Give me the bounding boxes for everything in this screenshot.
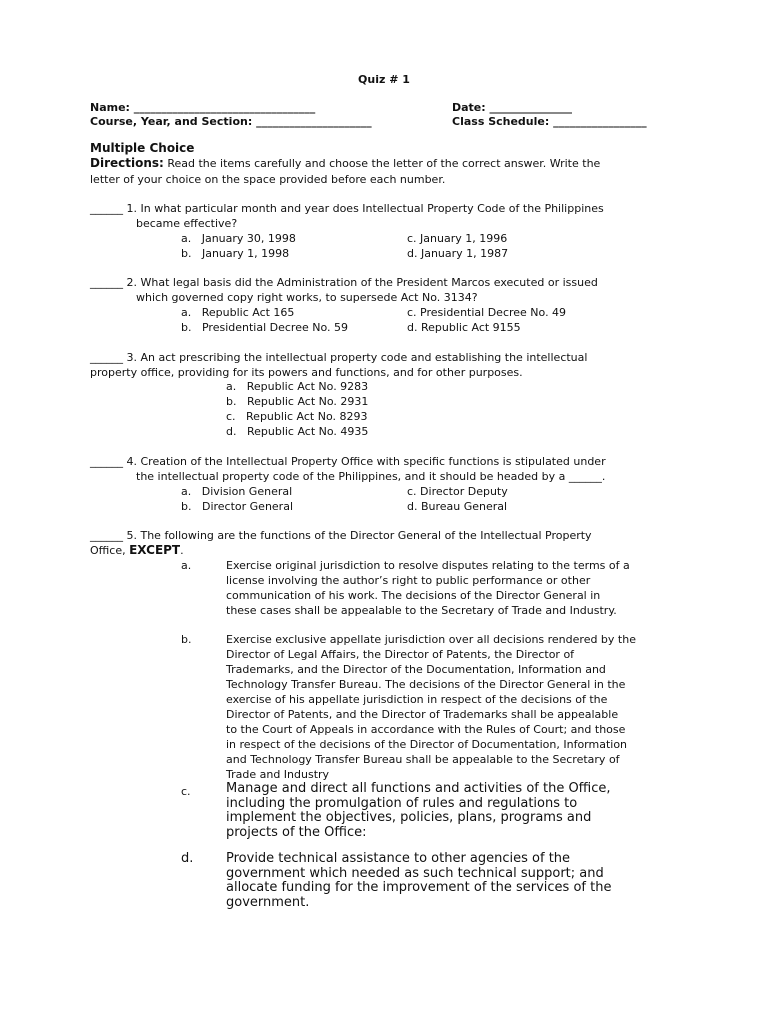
question-3-option-d: d. Republic Act No. 4935 [226,425,369,438]
question-3-line-2: property office, providing for its powers and functions, and for other purposes. [90,366,523,379]
question-1-option-b: b. January 1, 1998 [181,247,290,260]
date-label: Date: [452,101,486,114]
question-2-option-d: d. Republic Act 9155 [407,321,521,334]
schedule-field [452,114,647,129]
name-field [90,100,315,115]
question-5-line-2-prefix: Office, [90,544,130,557]
question-4-line-1: ______ 4. Creation of the Intellectual Property Office with specific functions is stipulated under [90,455,606,468]
option-b-line: Trade and Industry [226,768,330,781]
schedule-label: Class Schedule: [452,115,550,128]
question-5-option-c [226,782,611,840]
date-field [452,100,572,115]
option-d-line: allocate funding for the improvement of the services of the [226,880,612,895]
name-label: Name: [90,101,130,114]
question-2-line-2: which governed copy right works, to supersede Act No. 3134? [136,291,478,304]
question-5-option-a-letter: a. [181,559,192,572]
question-2-option-a: a. Republic Act 165 [181,306,295,319]
question-5-option-c-letter: c. [181,785,191,798]
question-5-option-a [226,558,630,618]
question-1-option-a: a. January 30, 1998 [181,232,296,245]
directions-line-2: letter of your choice on the space provided before each number. [90,173,446,186]
option-a-line: communication of his work. The decisions of the Director General in [226,589,601,602]
option-c-line: Manage and direct all functions and activities of the Office, [226,781,611,796]
question-2-option-b: b. Presidential Decree No. 59 [181,321,348,334]
option-c-line: projects of the Office: [226,824,367,840]
option-b-line: Exercise exclusive appellate jurisdiction over all decisions rendered by the [226,633,636,646]
question-1-option-c: c. January 1, 1996 [407,232,508,245]
name-line: _________________________________ [133,101,316,114]
option-b-line: to the Court of Appeals in accordance with the Rules of Court; and those [226,723,626,736]
option-b-line: Director of Patents, and the Director of Trademarks shall be appealable [226,708,619,721]
quiz-title: Quiz # 1 [358,73,410,86]
course-label: Course, Year, and Section: [90,115,253,128]
question-1-line-1: ______ 1. In what particular month and year does Intellectual Property Code of the Philippines [90,202,604,215]
option-d-line: government. [226,894,310,910]
question-5-line-1: ______ 5. The following are the functions of the Director General of the Intellectual Property [90,529,592,542]
option-a-line: these cases shall be appealable to the Secretary of Trade and Industry. [226,604,617,617]
question-5-option-b-letter: b. [181,633,192,646]
option-a-line: Exercise original jurisdiction to resolve disputes relating to the terms of a [226,559,630,572]
question-4-option-b: b. Director General [181,500,294,513]
question-5-option-d-letter: d. [181,851,194,866]
course-field [90,114,372,129]
option-d-line: government which needed as such technical support; and [226,865,604,881]
section-title: Multiple Choice [90,141,195,155]
question-5-line-2-suffix: . [180,544,184,557]
option-b-line: Trademarks, and the Director of the Documentation, Information and [226,663,606,676]
date-line: _______________ [489,101,573,114]
question-4-option-a: a. Division General [181,485,293,498]
question-4-line-2: the intellectual property code of the Philippines, and it should be headed by a ______. [136,470,606,483]
question-3-option-a: a. Republic Act No. 9283 [226,380,369,393]
question-1-line-2: became effective? [136,217,238,230]
option-b-line: exercise of his appellate jurisdiction in respect of the decisions of the [226,693,608,706]
directions-label: Directions: [90,156,164,170]
question-5-line-2 [90,543,184,558]
except-keyword: EXCEPT [129,543,181,557]
option-c-line: including the promulgation of rules and regulations to [226,795,578,811]
question-5-option-d [226,852,611,910]
directions-line-1 [90,156,600,171]
question-4-option-c: c. Director Deputy [407,485,508,498]
schedule-line: _________________ [553,115,647,128]
question-5-option-b [226,632,636,782]
option-b-line: and Technology Transfer Bureau shall be appealable to the Secretary of [226,753,620,766]
option-b-line: Director of Legal Affairs, the Director of Patents, the Director of [226,648,575,661]
option-d-line: Provide technical assistance to other agencies of the [226,851,571,866]
option-b-line: Technology Transfer Bureau. The decisions of the Director General in the [226,678,626,691]
directions-text: Read the items carefully and choose the letter of the correct answer. Write the [163,157,601,170]
question-1-option-d: d. January 1, 1987 [407,247,509,260]
course-line: _____________________ [256,115,372,128]
question-3-option-b: b. Republic Act No. 2931 [226,395,369,408]
option-b-line: in respect of the decisions of the Director of Documentation, Information [226,738,628,751]
question-3-option-c: c. Republic Act No. 8293 [226,410,368,423]
question-2-line-1: ______ 2. What legal basis did the Administration of the President Marcos executed or issued [90,276,598,289]
option-c-line: implement the objectives, policies, plans, programs and [226,810,592,825]
question-3-line-1: ______ 3. An act prescribing the intellectual property code and establishing the intellectual [90,351,588,364]
option-a-line: license involving the author’s right to public performance or other [226,574,591,587]
question-4-option-d: d. Bureau General [407,500,508,513]
question-2-option-c: c. Presidential Decree No. 49 [407,306,567,319]
